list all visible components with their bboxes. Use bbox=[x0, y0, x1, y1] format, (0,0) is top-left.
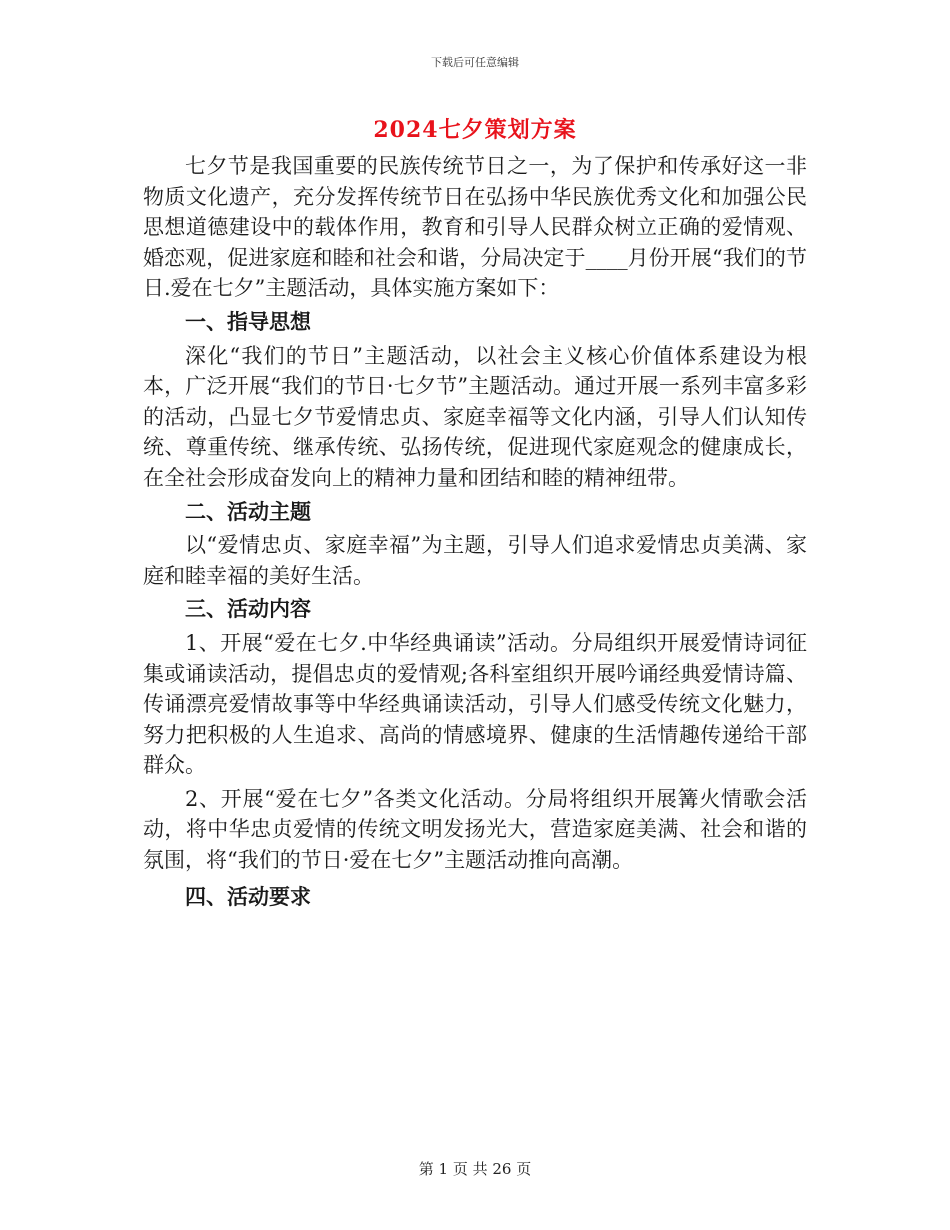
section-paragraph: 2、开展“爱在七夕”各类文化活动。分局将组织开展篝火情歌会活动，将中华忠贞爱情的传统文明发扬光大，营造家庭美满、社会和谐的氛围，将“我们的节日·爱在七夕”主题活动推向高潮。 bbox=[143, 786, 807, 873]
document-title: 2024七夕策划方案 bbox=[373, 117, 577, 143]
page-footer: 第 1 页 共 26 页 bbox=[418, 1160, 532, 1178]
section-paragraph: 以“爱情忠贞、家庭幸福”为主题，引导人们追求爱情忠贞美满、家庭和睦幸福的美好生活。 bbox=[143, 533, 807, 588]
section-paragraph: 1、开展“爱在七夕.中华经典诵读”活动。分局组织开展爱情诗词征集或诵读活动，提倡忠贞的爱情观;各科室组织开展吟诵经典爱情诗篇、传诵漂亮爱情故事等中华经典诵读活动，引导人们感受传统文化魅力，努力把积极的人生追求、高尚的情感境界、健康的生活情趣传递给干部群众。 bbox=[143, 630, 807, 778]
section-heading-activity-content: 三、活动内容 bbox=[185, 597, 311, 622]
intro-paragraph: 七夕节是我国重要的民族传统节日之一，为了保护和传承好这一非物质文化遗产，充分发挥传统节日在弘扬中华民族优秀文化和加强公民思想道德建设中的载体作用，教育和引导人民群众树立正确的爱情观、婚恋观，促进家庭和睦和社会和谐，分局决定于____月份开展“我们的节日.爱在七夕”主题活动，具体实施方案如下： bbox=[143, 154, 807, 301]
section-heading-activity-requirements: 四、活动要求 bbox=[185, 884, 311, 909]
section-heading-guiding-ideology: 一、指导思想 bbox=[185, 309, 311, 334]
header-note: 下载后可任意编辑 bbox=[431, 56, 519, 69]
document-body bbox=[143, 151, 807, 915]
section-paragraph: 深化“我们的节日”主题活动，以社会主义核心价值体系建设为根本，广泛开展“我们的节日·七夕节”主题活动。通过开展一系列丰富多彩的活动，凸显七夕节爱情忠贞、家庭幸福等文化内涵，引导人们认知传统、尊重传统、继承传统、弘扬传统，促进现代家庭观念的健康成长，在全社会形成奋发向上的精神力量和团结和睦的精神纽带。 bbox=[143, 343, 807, 490]
section-heading-activity-theme: 二、活动主题 bbox=[185, 499, 311, 524]
